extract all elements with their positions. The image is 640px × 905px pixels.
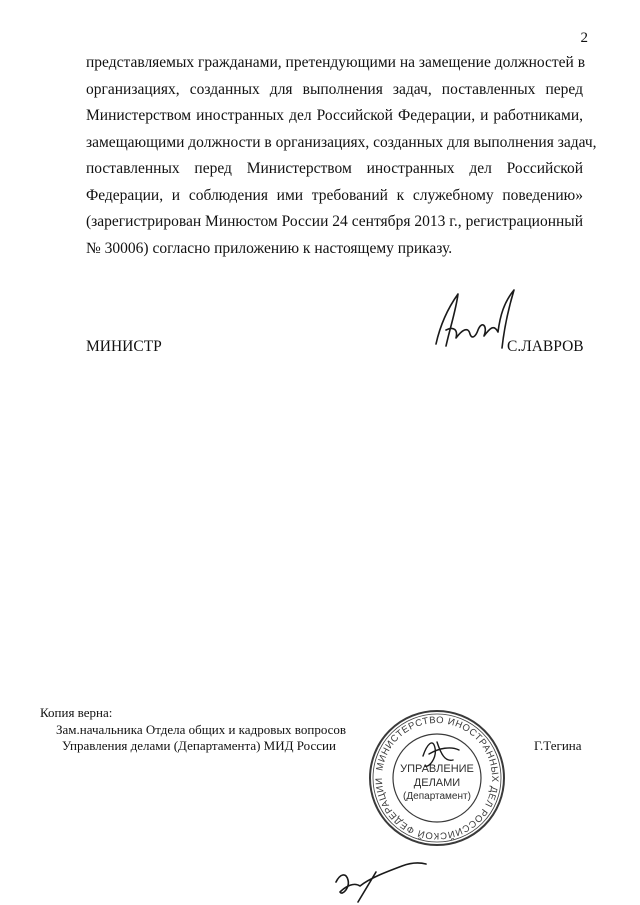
copy-position-line: Зам.начальника Отдела общих и кадровых вопросов	[56, 721, 347, 737]
copy-signature	[330, 852, 430, 904]
copy-certification	[40, 705, 346, 755]
copy-label: Копия верна:	[40, 705, 113, 720]
body-line: Федерации, и соблюдения ими требований к служебному поведению»	[86, 186, 583, 204]
copier-name: Г.Тегина	[534, 738, 582, 753]
minister-name: С.ЛАВРОВ	[507, 338, 584, 355]
body-line: № 30006) согласно приложению к настоящему приказу.	[86, 239, 453, 257]
body-paragraph	[86, 50, 597, 262]
body-line: поставленных перед Министерством иностранных дел Российской	[86, 160, 583, 177]
minister-title: МИНИСТР	[86, 338, 162, 355]
body-line: организациях, созданных для выполнения задач, поставленных перед	[86, 80, 583, 98]
stamp-ring-text: МИНИСТЕРСТВО ИНОСТРАННЫХ ДЕЛ РОССИЙСКОЙ ФЕДЕРАЦИИ	[373, 714, 501, 842]
body-line: замещающими должности в организациях, созданных для выполнения задач,	[86, 133, 597, 151]
copy-position-line: Управления делами (Департамента) МИД России	[62, 738, 336, 753]
body-line: Министерством иностранных дел Российской Федерации, и работниками,	[86, 107, 583, 124]
body-line: (зарегистрирован Минюстом России 24 сентября 2013 г., регистрационный	[86, 213, 583, 230]
body-line: представляемых гражданами, претендующими на замещение должностей в	[86, 54, 586, 71]
stamp-center-line: (Департамент)	[403, 791, 471, 802]
stamp-center-line: ДЕЛАМИ	[413, 777, 461, 789]
page-number: 2	[580, 30, 588, 46]
stamp-center-line: УПРАВЛЕНИЕ	[400, 763, 474, 775]
official-stamp	[367, 708, 507, 848]
